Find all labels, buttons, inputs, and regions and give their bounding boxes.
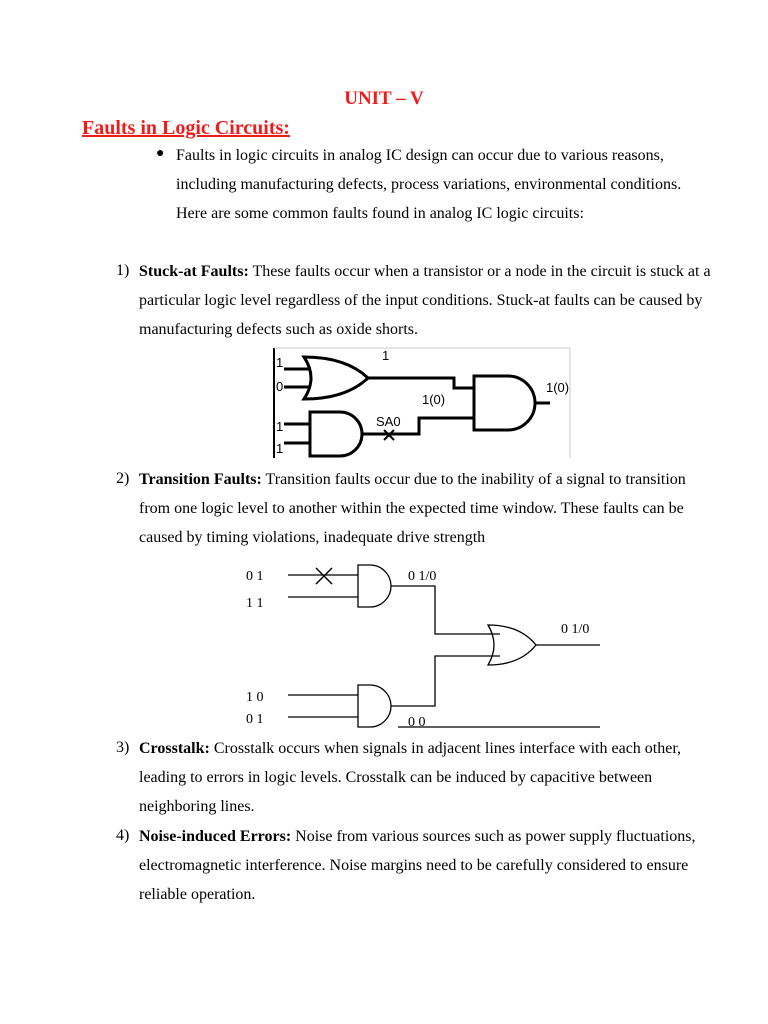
transition-fault-diagram [238, 560, 603, 730]
unit-title: UNIT – V [344, 88, 424, 109]
g1-output-label: 0 1/0 [408, 569, 437, 584]
stuck-at-fault-diagram [270, 346, 575, 460]
item-2-term: Transition Faults: [139, 471, 262, 488]
item-number-4: 4) [116, 827, 130, 844]
bullet-dot: ● [156, 146, 165, 161]
and-gate-bottom [310, 412, 362, 456]
item-number-2: 2) [116, 470, 130, 487]
g1-and-gate [358, 565, 391, 607]
g2-output-label: 0 0 [408, 715, 426, 730]
item-3-paragraph [139, 734, 719, 822]
item-number-1: 1) [116, 262, 130, 279]
or-input-b-label: 0 [276, 379, 284, 394]
mid-label: 1(0) [422, 392, 446, 407]
item-1-paragraph [139, 257, 719, 345]
or-input-a-label: 1 [276, 355, 284, 370]
section-heading: Faults in Logic Circuits: [82, 117, 290, 139]
g1-output-wire [391, 586, 500, 634]
output-label: 1(0) [546, 380, 570, 395]
and-gate-output [474, 376, 535, 430]
g2-input-b-label: 0 1 [246, 712, 264, 727]
g2-output-wire [391, 656, 500, 706]
g2-input-a-label: 1 0 [246, 690, 264, 705]
and1-input-b-label: 1 [276, 441, 284, 456]
fault-label: SA0 [376, 414, 401, 429]
item-2-paragraph [139, 465, 719, 553]
item-1-text: These faults occur when a transistor or a node in the circuit is stuck at a particular logic level regardless of the input conditions. Stuck-at faults can be caused by manufacturing defects such as oxide shorts. [139, 263, 711, 339]
or-output-wire [368, 378, 474, 388]
item-4-paragraph [139, 822, 719, 910]
item-3-text: Crosstalk occurs when signals in adjacent lines interface with each other, leading to errors in logic levels. Crosstalk can be induced by capacitive between neighboring lines. [139, 740, 682, 816]
or-output-label: 0 1/0 [561, 622, 590, 637]
or-output-label: 1 [382, 348, 390, 363]
g2-and-gate [358, 685, 391, 727]
item-number-3: 3) [116, 739, 130, 756]
item-3-term: Crosstalk: [139, 740, 210, 757]
intro-paragraph: Faults in logic circuits in analog IC design can occur due to various reasons, including manufacturing defects, process variations, environmental conditions. Here are some common faults found in analog IC logic circuits: [176, 147, 682, 223]
item-1-term: Stuck-at Faults: [139, 263, 249, 280]
or-gate [304, 357, 368, 399]
g1-input-a-label: 0 1 [246, 569, 264, 584]
and1-input-a-label: 1 [276, 419, 284, 434]
item-4-text: Noise from various sources such as power supply fluctuations, electromagnetic interference. Noise margins need to be carefully considered to ensure reliable operation. [139, 828, 696, 904]
item-2-text: Transition faults occur due to the inability of a signal to transition from one logic level to another within the expected time window. These faults can be caused by timing violations, inadequate drive strength [139, 471, 686, 547]
item-4-term: Noise-induced Errors: [139, 828, 292, 845]
g1-input-b-label: 1 1 [246, 596, 264, 611]
or-gate [488, 625, 536, 665]
